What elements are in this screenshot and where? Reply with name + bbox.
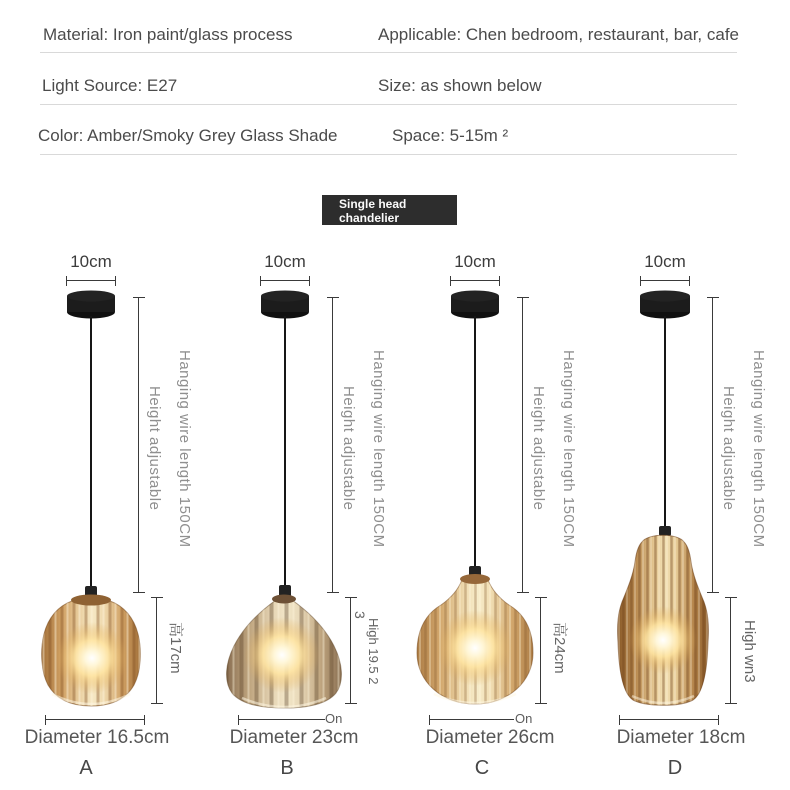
pendant-lamp-c-illustration (384, 280, 584, 760)
diameter-line-end-label: On (325, 711, 343, 726)
diameter-label: Diameter 26cm (425, 727, 555, 748)
glass-shade (417, 574, 533, 704)
height-adjustable-label: Height adjustable (340, 386, 357, 511)
lamp-column-c (384, 0, 584, 790)
diameter-dimension-line (238, 719, 325, 720)
bulb-glow (244, 617, 320, 693)
shade-height-dimension-line (350, 597, 351, 704)
spec-size: Size: as shown below (378, 76, 542, 95)
bulb-glow (629, 606, 697, 674)
wire-length-dimension-line (522, 297, 523, 593)
spec-color: Color: Amber/Smoky Grey Glass Shade (38, 126, 338, 145)
canopy-width-label: 10cm (454, 252, 496, 271)
shade-height-label: High 19.5 2 (366, 618, 381, 685)
ceiling-canopy (451, 291, 499, 319)
bulb-glow (437, 610, 513, 686)
wire-length-dimension-line (712, 297, 713, 593)
wire-length-dimension-line (138, 297, 139, 593)
diameter-dimension-line (619, 719, 719, 720)
shade-height-dimension-line (730, 597, 731, 704)
canopy-width-label: 10cm (264, 252, 306, 271)
shade-height-label: High wn3 (741, 620, 758, 683)
spec-material: Material: Iron paint/glass process (43, 25, 293, 44)
diameter-label: Diameter 16.5cm (24, 727, 170, 748)
height-adjustable-label: Height adjustable (720, 386, 737, 511)
shade-height-dimension-line (156, 597, 157, 704)
glass-shade (42, 595, 141, 707)
shade-height-label: 高24cm (551, 622, 568, 674)
lamp-column-a (0, 0, 200, 790)
diameter-dimension-line (45, 719, 145, 720)
diameter-label: Diameter 18cm (616, 727, 746, 748)
height-adjustable-label: Height adjustable (530, 386, 547, 511)
ceiling-canopy (640, 291, 690, 319)
spec-applicable: Applicable: Chen bedroom, restaurant, bar, cafe (378, 25, 739, 44)
pendant-lamp-b-illustration (194, 280, 394, 760)
pendant-lamp-a-illustration (0, 280, 200, 760)
height-adjustable-label: Height adjustable (146, 386, 163, 511)
shade-height-dimension-line (540, 597, 541, 704)
variant-letter: B (280, 757, 294, 779)
wire-length-label: Hanging wire length 150CM (176, 350, 193, 548)
canopy-width-label: 10cm (644, 252, 686, 271)
pendant-lamp-d-illustration (574, 280, 774, 760)
bulb-glow (56, 622, 128, 694)
glass-shade (618, 535, 709, 705)
wire-length-label: Hanging wire length 150CM (370, 350, 387, 548)
spec-light-source: Light Source: E27 (42, 76, 178, 95)
wire-length-label: Hanging wire length 150CM (750, 350, 767, 548)
diameter-label: Diameter 23cm (229, 727, 359, 748)
badge-line1: Single head (339, 197, 407, 211)
badge-line2: chandelier (339, 211, 400, 226)
wire-length-dimension-line (332, 297, 333, 593)
socket (659, 526, 671, 536)
lamp-column-d (574, 0, 774, 790)
ceiling-canopy (261, 291, 309, 319)
wire-length-label: Hanging wire length 150CM (560, 350, 577, 548)
canopy-width-label: 10cm (70, 252, 112, 271)
spec-space: Space: 5-15m ² (392, 126, 509, 145)
shade-height-label-extra: 3 (352, 611, 368, 619)
glass-shade (227, 595, 342, 709)
lamp-column-b (194, 0, 394, 790)
variant-letter: D (667, 757, 683, 779)
variant-letter: C (474, 757, 490, 779)
shade-height-label: 高17cm (167, 622, 184, 674)
diameter-dimension-line (429, 719, 514, 720)
ceiling-canopy (67, 291, 115, 319)
variant-letter: A (79, 757, 93, 779)
diameter-line-end-label: On (515, 711, 533, 726)
